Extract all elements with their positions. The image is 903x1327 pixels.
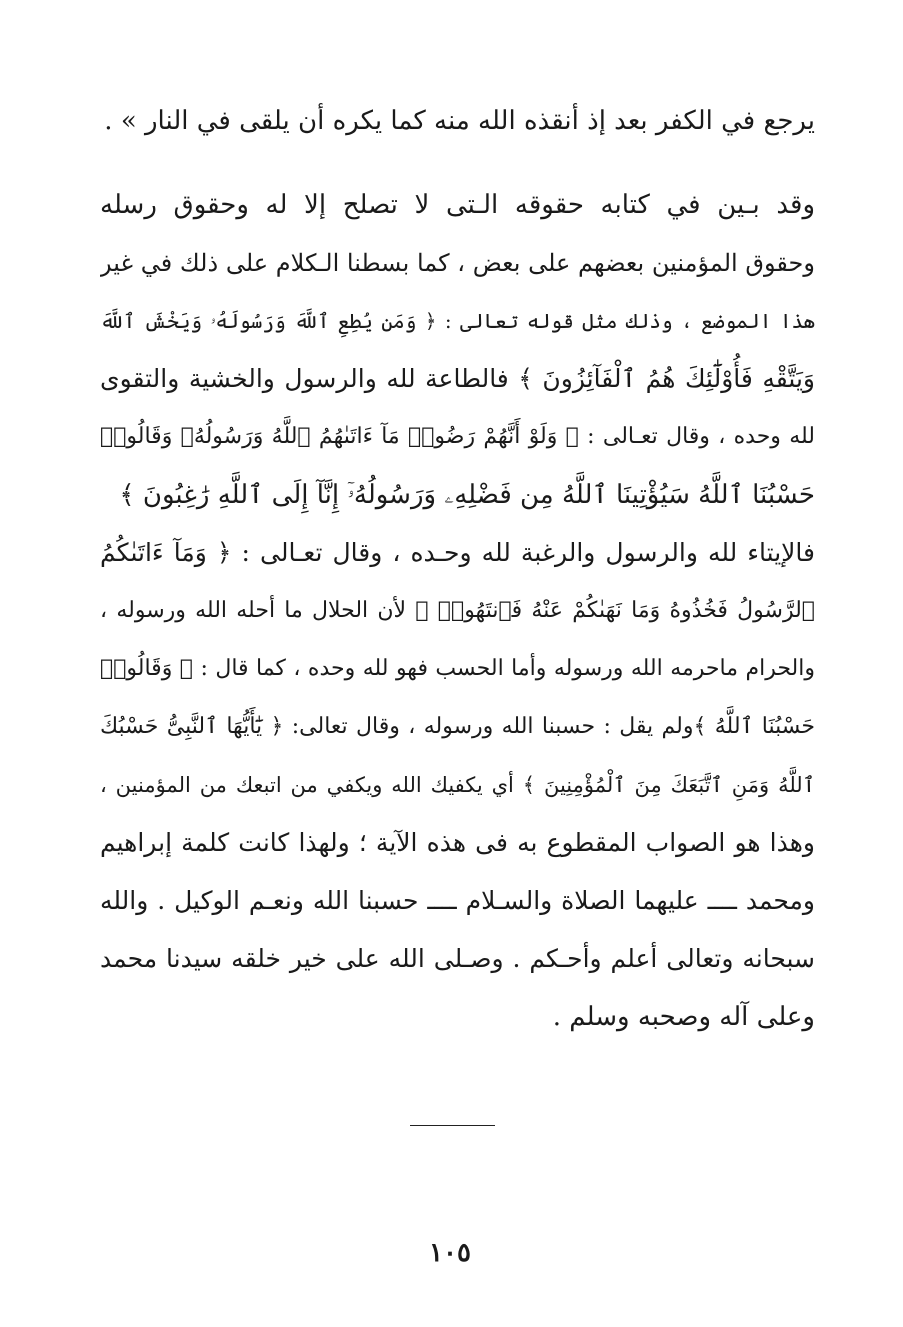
text-line: ٱللَّهُ وَمَنِ ٱتَّبَعَكَ مِنَ ٱلْمُؤْمِنِينَ ﴾ أي يكفيك الله ويكفي من اتبعك من المؤمنين ، — [100, 773, 815, 797]
text-line: وقد بـين في كتابه حقوقه الـتى لا تصلح إلا له وحقوق رسله — [100, 190, 815, 220]
text-line: يرجع في الكفر بعد إذ أنقذه الله منه كما يكره أن يلقى في النار » . — [104, 106, 815, 136]
text-line: وَيَتَّقْهِ فَأُوْلَٰٓئِكَ هُمُ ٱلْفَآئِزُونَ ﴾ فالطاعة لله والرسول والخشية والتقوى — [100, 364, 815, 393]
text-line: وهذا هو الصواب المقطوع به فى هذه الآية ؛ ولهذا كانت كلمة إبراهيم — [100, 828, 815, 857]
text-line: حَسْبُنَا ٱللَّهُ سَيُؤْتِينَا ٱللَّهُ مِن فَضْلِهِۦ وَرَسُولُهُۥٓ إِنَّآ إِلَى ٱللَّهِ رَٰغِبُونَ ﴾ — [119, 480, 815, 510]
text-line: والحرام ماحرمه الله ورسوله وأما الحسب فهو لله وحده ، كما قال : ﴿ وَقَالُوا۟ — [100, 656, 815, 681]
text-line: ٱلرَّسُولُ فَخُذُوهُ وَمَا نَهَىٰكُمْ عَنْهُ فَٱنتَهُوا۟ ﴾ لأن الحلال ما أحله الله ورسوله ، — [100, 598, 815, 623]
text-line: فالإيتاء لله والرسول والرغبة لله وحـده ، وقال تعـالى : ﴿ وَمَآ ءَاتَىٰكُمُ — [100, 538, 815, 567]
text-line: وعلى آله وصحبه وسلم . — [552, 1002, 815, 1032]
page-number: ١٠٥ — [429, 1238, 471, 1268]
body-text — [100, 92, 815, 1046]
text-line: هذا الموضع ، وذلك مثل قوله تعالى : ﴿ وَمَن يُطِعِ ٱللَّهَ وَرَسُولَهُۥ وَيَخْشَ ٱللَّهَ — [100, 309, 815, 333]
text-line: حَسْبُنَا ٱللَّهُ ﴾ولم يقل : حسبنا الله ورسوله ، وقال تعالى: ﴿ يَٰٓأَيُّهَا ٱلنَّبِىُّ حَسْبُكَ — [100, 714, 815, 739]
paragraph-2 — [100, 176, 815, 524]
text-line: وحقوق المؤمنين بعضهم على بعض ، كما بسطنا الـكلام على ذلك في غير — [100, 249, 815, 277]
text-line: لله وحده ، وقال تعـالى : ﴿ وَلَوْ أَنَّهُمْ رَضُوا۟ مَآ ءَاتَىٰهُمُ ٱللَّهُ وَرَسُولُهُۥ وَقَالُوا۟ — [100, 424, 815, 449]
paragraph-3 — [100, 524, 815, 1046]
text-line: ومحمد ــــ عليهما الصلاة والسـلام ــــ حسبنا الله ونعـم الوكيل . والله — [100, 886, 815, 915]
text-line: سبحانه وتعالى أعلم وأحـكم . وصـلى الله على خير خلقه سيدنا محمد — [100, 944, 815, 973]
end-of-section-rule — [410, 1125, 495, 1126]
paragraph-spacer — [100, 150, 815, 176]
paragraph-1 — [100, 92, 815, 150]
